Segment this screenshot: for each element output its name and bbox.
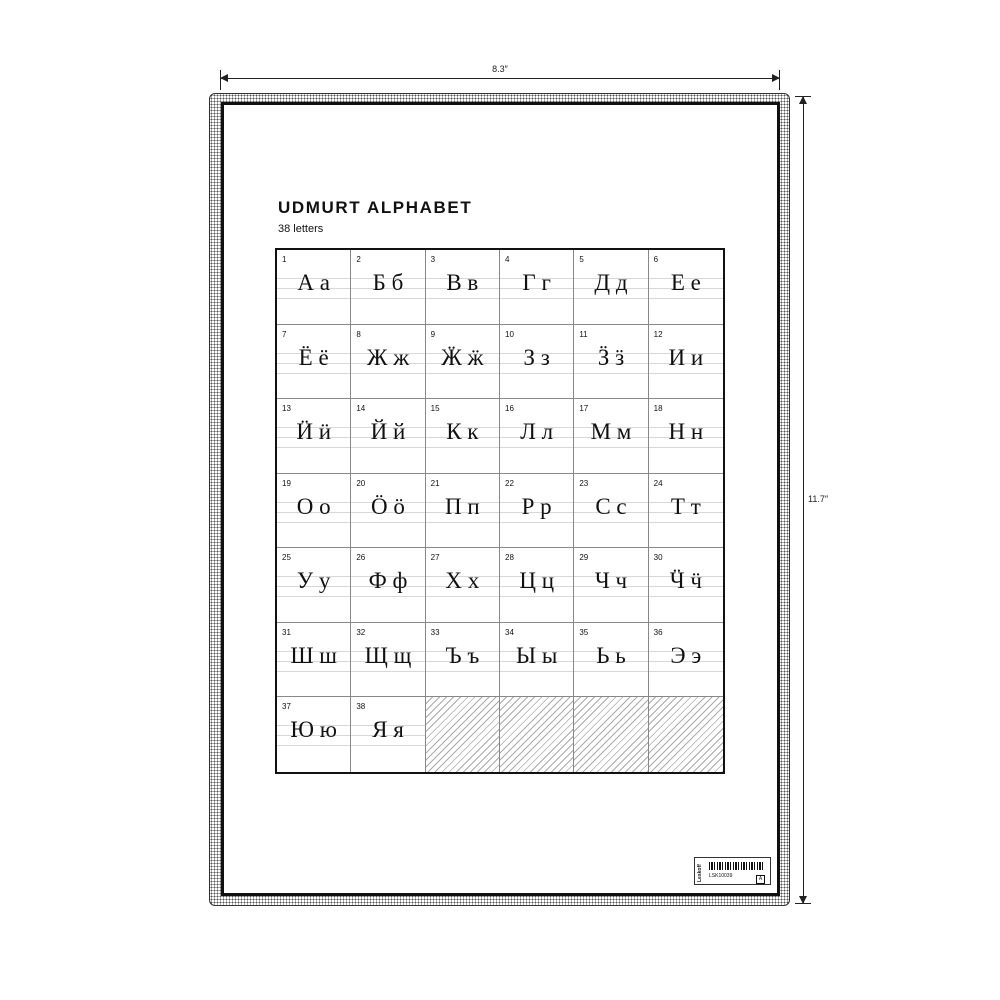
letter-pair: Ӧ ӧ xyxy=(371,493,405,519)
letter-number: 19 xyxy=(282,478,291,488)
letter-cell xyxy=(500,399,574,474)
letter-number: 9 xyxy=(430,329,436,339)
letter-cell xyxy=(426,474,500,549)
letter-pair: Х х xyxy=(445,568,480,594)
letter-pair: Ь ь xyxy=(596,642,626,668)
letter-number: 18 xyxy=(653,404,663,414)
dimension-tick xyxy=(795,903,811,904)
letter-cell xyxy=(277,623,351,698)
letter-pair: Д д xyxy=(594,270,628,295)
letter-pair: Ф ф xyxy=(368,568,408,594)
letter-cell xyxy=(649,250,723,325)
letter-cell xyxy=(649,399,723,474)
letter-cell xyxy=(574,399,648,474)
letter-cell xyxy=(426,325,500,400)
letter-cell xyxy=(426,250,500,325)
letter-cell xyxy=(277,399,351,474)
letter-cell xyxy=(351,325,425,400)
letter-pair: Г г xyxy=(522,270,551,295)
letter-cell xyxy=(277,250,351,325)
letter-number: 17 xyxy=(579,404,589,414)
dimension-tick xyxy=(795,96,811,97)
dimension-tick xyxy=(220,70,221,90)
letter-number: 29 xyxy=(579,553,589,563)
letter-number: 33 xyxy=(430,627,440,637)
letter-cell xyxy=(574,325,648,400)
letter-pair: Л л xyxy=(520,419,554,445)
letter-number: 16 xyxy=(505,404,514,414)
letter-pair: З з xyxy=(523,344,550,370)
dimension-height-label: 11.7″ xyxy=(808,494,829,504)
letter-number: 35 xyxy=(579,627,589,637)
letter-number: 21 xyxy=(430,478,440,488)
letter-number: 6 xyxy=(653,255,659,264)
letter-cell xyxy=(351,399,425,474)
letter-pair: Я я xyxy=(372,717,404,743)
letter-pair: Ӟ ӟ xyxy=(597,344,625,370)
letter-pair: Ӵ ӵ xyxy=(669,568,702,594)
letter-cell xyxy=(500,474,574,549)
letter-number: 7 xyxy=(282,329,287,339)
letter-pair: Ю ю xyxy=(290,717,337,743)
letter-cell xyxy=(574,474,648,549)
letter-cell xyxy=(277,548,351,623)
letter-number: 25 xyxy=(282,553,291,563)
letter-pair: Ц ц xyxy=(519,568,554,594)
letter-number: 11 xyxy=(579,329,588,339)
barcode-icon xyxy=(709,862,765,870)
letter-number: 36 xyxy=(653,627,663,637)
letter-cell xyxy=(426,623,500,698)
letter-cell xyxy=(574,623,648,698)
empty-cell xyxy=(426,697,500,772)
alphabet-grid xyxy=(275,248,725,774)
letter-pair: Ы ы xyxy=(516,642,558,668)
letter-pair: Н н xyxy=(668,419,704,445)
letter-number: 14 xyxy=(356,404,366,414)
letter-cell xyxy=(351,697,425,772)
letter-number: 34 xyxy=(505,627,514,637)
letter-cell xyxy=(574,548,648,623)
letter-pair: Щ щ xyxy=(364,642,412,668)
letter-pair: В в xyxy=(446,270,479,295)
letter-cell xyxy=(351,548,425,623)
label-brand: Leskoff xyxy=(697,864,703,882)
letter-pair: А а xyxy=(297,270,330,295)
letter-number: 37 xyxy=(282,702,291,712)
dimension-tick xyxy=(779,70,780,90)
letter-pair: Й й xyxy=(370,419,406,445)
letter-number: 31 xyxy=(282,627,291,637)
letter-number: 32 xyxy=(356,627,366,637)
letter-cell xyxy=(351,250,425,325)
letter-pair: Е е xyxy=(670,270,701,295)
letter-number: 23 xyxy=(579,478,589,488)
letter-cell xyxy=(574,250,648,325)
letter-pair: Э э xyxy=(670,642,702,668)
letter-number: 30 xyxy=(653,553,663,563)
letter-number: 27 xyxy=(430,553,440,563)
letter-pair: Б б xyxy=(372,270,404,295)
letter-cell xyxy=(277,325,351,400)
letter-cell xyxy=(351,623,425,698)
letter-cell xyxy=(500,325,574,400)
letter-number: 4 xyxy=(505,255,510,264)
letter-pair: Ӝ ӝ xyxy=(441,344,484,370)
label-code: LSK10039 xyxy=(709,873,733,879)
letter-number: 22 xyxy=(505,478,514,488)
letter-cell xyxy=(500,250,574,325)
dimension-width-label: 8.3″ xyxy=(480,64,520,74)
letter-number: 13 xyxy=(282,404,291,414)
letter-number: 2 xyxy=(356,255,361,264)
letter-cell xyxy=(649,548,723,623)
empty-cell xyxy=(574,697,648,772)
letter-number: 20 xyxy=(356,478,366,488)
letter-number: 10 xyxy=(505,329,514,339)
letter-number: 38 xyxy=(356,702,366,712)
letter-pair: Ё ё xyxy=(298,344,329,370)
letter-cell xyxy=(426,399,500,474)
letter-pair: С с xyxy=(595,493,627,519)
letter-number: 12 xyxy=(653,329,663,339)
letter-cell xyxy=(277,474,351,549)
letter-pair: К к xyxy=(446,419,479,445)
letter-cell xyxy=(426,548,500,623)
letter-cell xyxy=(649,623,723,698)
dimension-height-line xyxy=(803,96,804,904)
letter-number: 3 xyxy=(430,255,436,264)
letter-cell xyxy=(351,474,425,549)
letter-pair: Ш ш xyxy=(290,642,337,668)
letter-number: 24 xyxy=(653,478,663,488)
letter-cell xyxy=(500,548,574,623)
dimension-width-line xyxy=(220,78,780,79)
letter-cell xyxy=(649,474,723,549)
letter-pair: Т т xyxy=(670,493,701,519)
letter-pair: И и xyxy=(668,344,704,370)
empty-cell xyxy=(500,697,574,772)
letter-pair: Ъ ъ xyxy=(445,642,480,668)
letter-pair: Р р xyxy=(521,493,552,519)
letter-cell xyxy=(500,623,574,698)
letter-pair: О о xyxy=(296,493,331,519)
letter-number: 15 xyxy=(430,404,440,414)
letter-number: 1 xyxy=(282,255,287,264)
letter-cell xyxy=(277,697,351,772)
letter-number: 26 xyxy=(356,553,366,563)
letter-pair: Ч ч xyxy=(594,568,628,594)
letter-cell xyxy=(649,325,723,400)
letter-pair: П п xyxy=(444,493,480,519)
poster-title: UDMURT ALPHABET xyxy=(278,198,473,217)
letter-number: 28 xyxy=(505,553,514,563)
empty-cell xyxy=(649,697,723,772)
letter-pair: У у xyxy=(296,568,331,594)
letter-number: 8 xyxy=(356,329,361,339)
poster-subtitle: 38 letters xyxy=(278,223,324,235)
letter-pair: Ӥ ӥ xyxy=(296,419,331,445)
letter-pair: М м xyxy=(590,419,632,445)
product-label xyxy=(694,857,771,885)
letter-pair: Ж ж xyxy=(366,344,410,370)
letter-number: 5 xyxy=(579,255,584,264)
label-letter: A xyxy=(756,875,765,884)
